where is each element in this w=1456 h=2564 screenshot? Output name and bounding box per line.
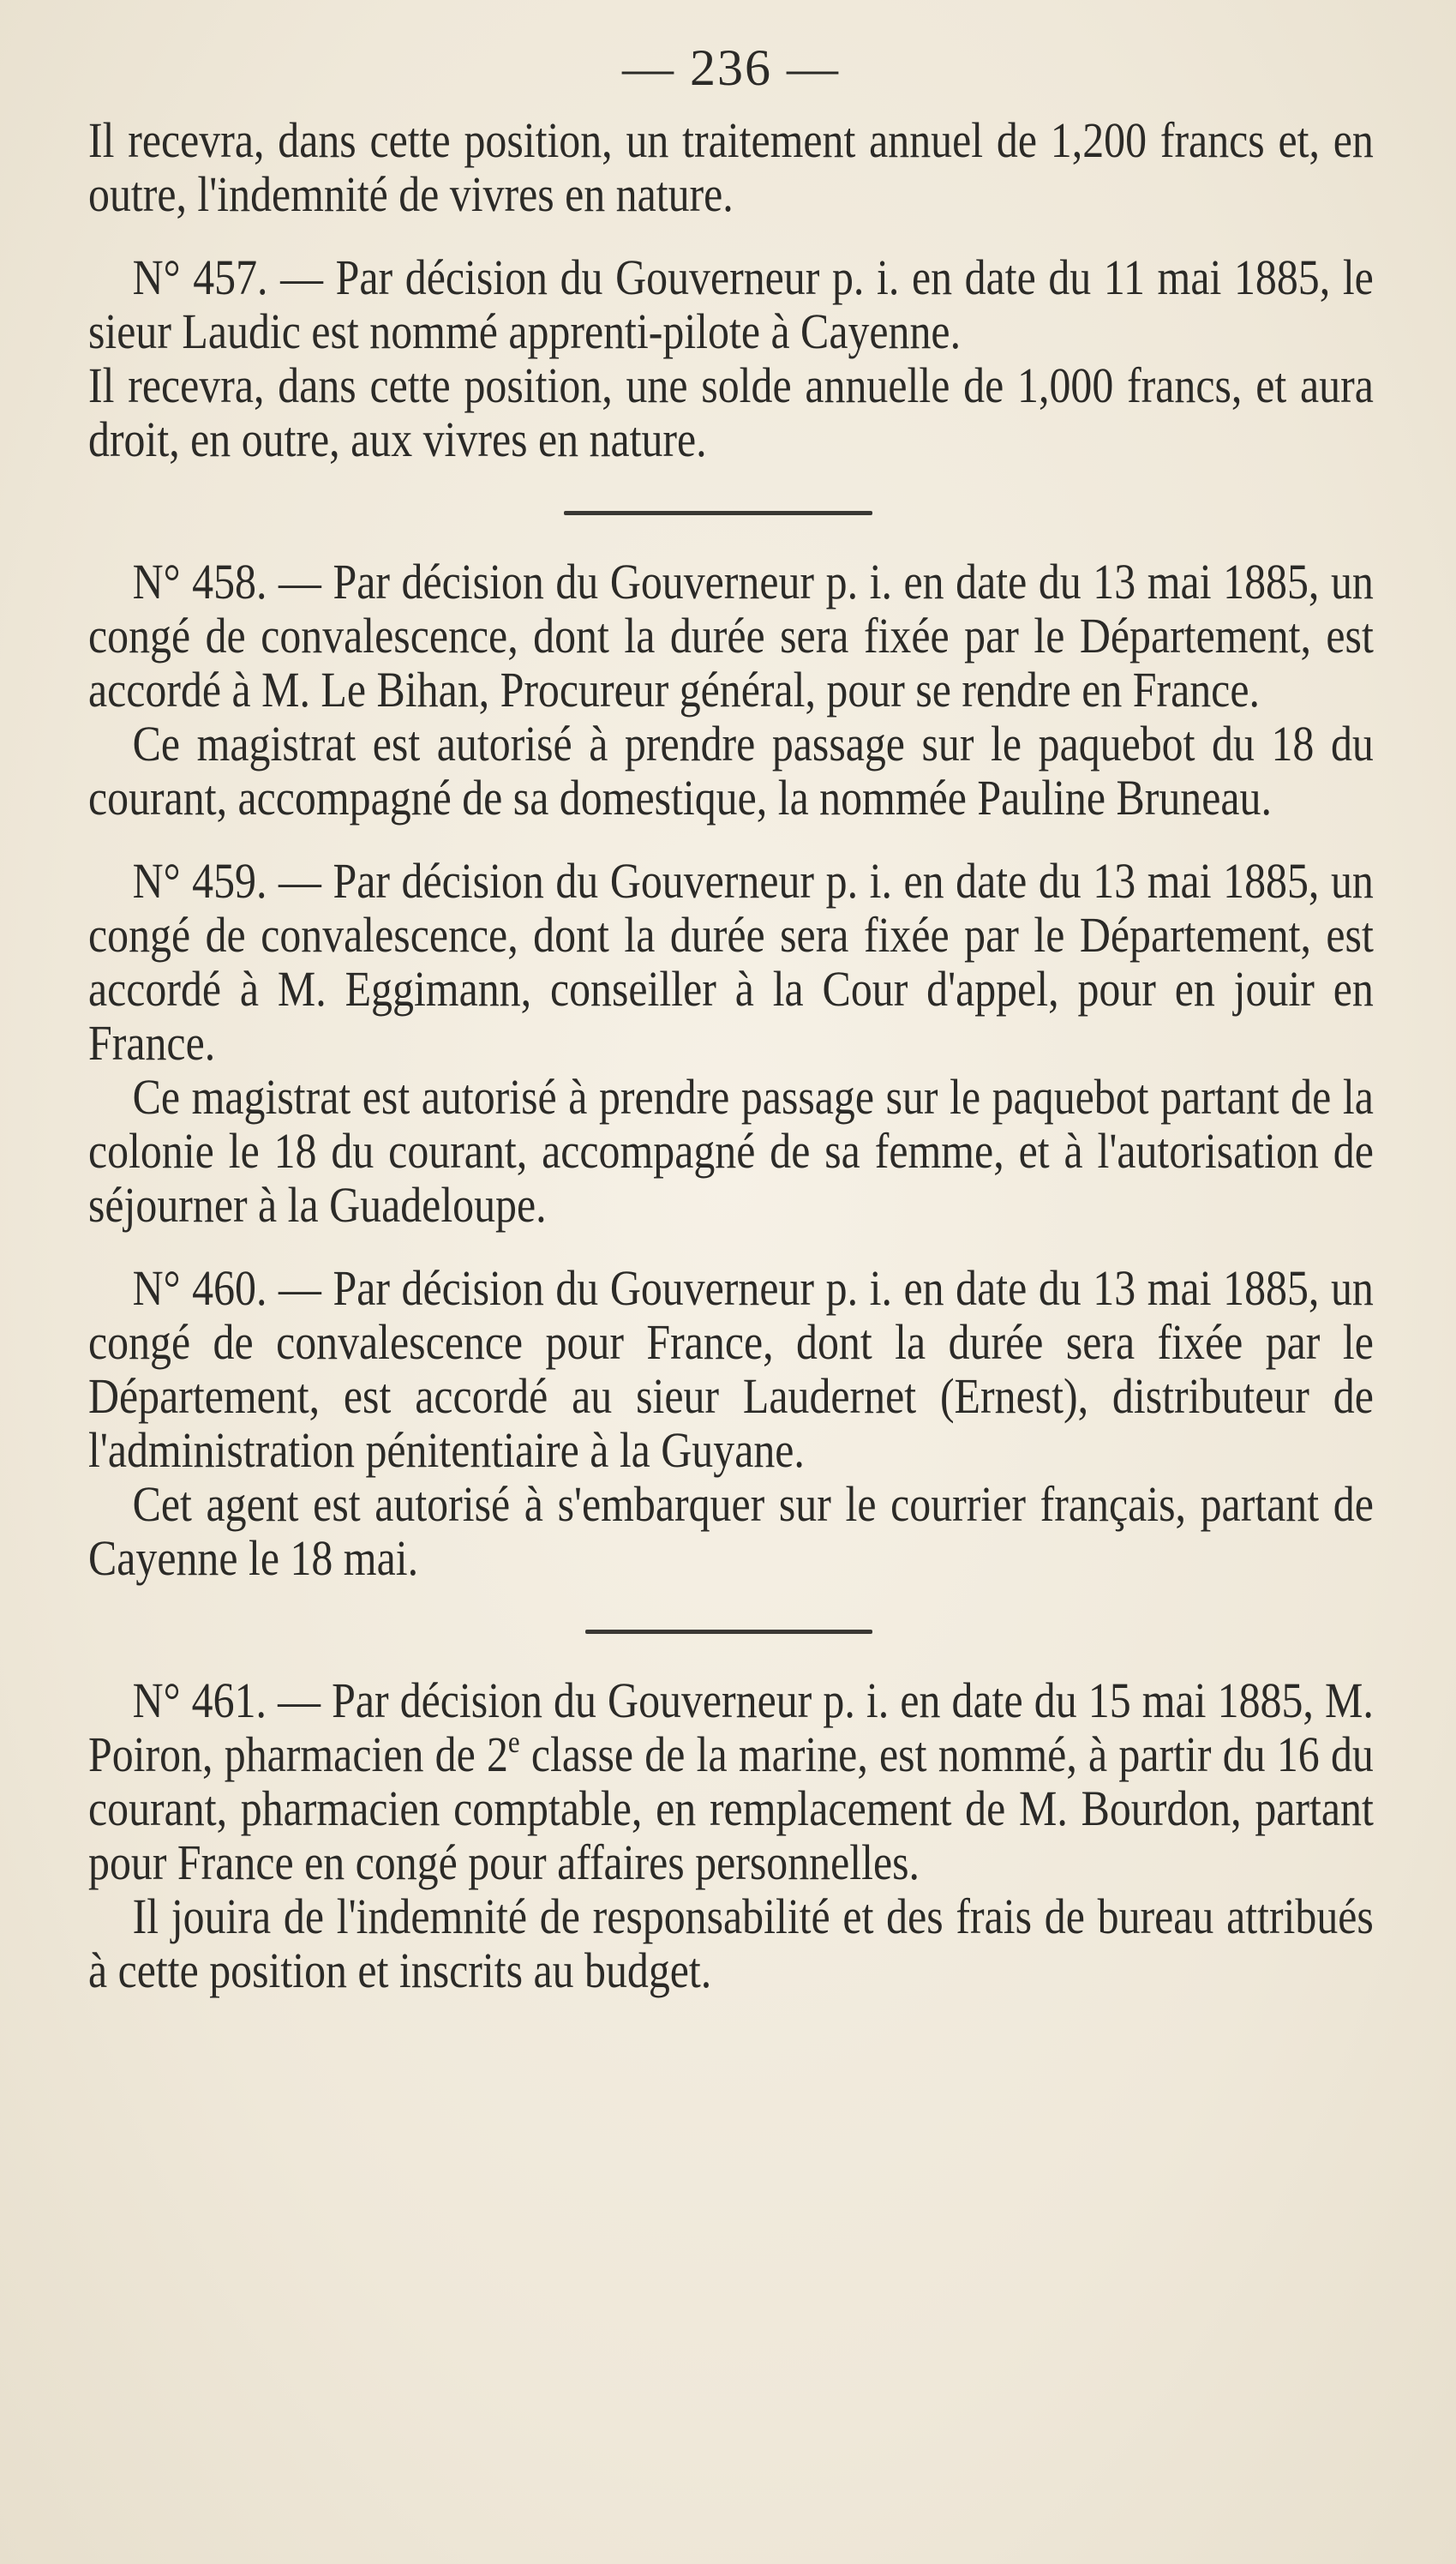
separator-rule bbox=[585, 1630, 872, 1634]
entry-text: — Par décision du Gouverneur p. i. en date du 15 mai 1885, M. Poiron, pharmacien de 2 bbox=[88, 1672, 1374, 1782]
page-number: — 236 — bbox=[622, 39, 840, 96]
entry-457 bbox=[88, 250, 1374, 358]
entry-459-paragraph-2 bbox=[88, 1070, 1374, 1232]
entry-text: — Par décision du Gouverneur p. i. en date du 11 mai 1885, le sieur Laudic est nommé apprenti-pilote à Cayenne. bbox=[88, 249, 1374, 359]
separator-rule bbox=[564, 511, 872, 515]
intro-text: Il recevra, dans cette position, un traitement annuel de 1,200 francs et, en outre, l'indemnité de vivres en nature. bbox=[88, 112, 1374, 222]
intro-paragraph bbox=[88, 113, 1374, 221]
entry-460 bbox=[88, 1261, 1374, 1477]
entry-number: N° 458. bbox=[132, 554, 267, 609]
entry-459 bbox=[88, 854, 1374, 1070]
entry-text: Cet agent est autorisé à s'embarquer sur le courrier français, partant de Cayenne le 18 mai. bbox=[88, 1476, 1374, 1586]
entry-text: — Par décision du Gouverneur p. i. en date du 13 mai 1885, un congé de convalescence, dont la durée sera fixée par le Département, est accordé à M. Le Bihan, Procureur général, pour se rendre en France. bbox=[88, 554, 1374, 718]
entry-text: Ce magistrat est autorisé à prendre passage sur le paquebot partant de la colonie le 18 du courant, accompagné de sa femme, et à l'autorisation de séjourner à la Guadeloupe. bbox=[88, 1069, 1374, 1233]
entry-text: Ce magistrat est autorisé à prendre passage sur le paquebot du 18 du courant, accompagné de sa domestique, la nommée Pauline Bruneau. bbox=[88, 716, 1374, 826]
entry-number: N° 461. bbox=[132, 1672, 267, 1728]
entry-text: — Par décision du Gouverneur p. i. en date du 13 mai 1885, un congé de convalescence, dont la durée sera fixée par le Département, est accordé à M. Eggimann, conseiller à la Cour d'appel, pour en jouir en France. bbox=[88, 853, 1374, 1071]
entry-text: Il recevra, dans cette position, une solde annuelle de 1,000 francs, et aura droit, en outre, aux vivres en nature. bbox=[88, 357, 1374, 467]
superscript: e bbox=[507, 1725, 520, 1759]
entry-number: N° 459. bbox=[132, 853, 267, 909]
entry-number: N° 457. bbox=[132, 249, 268, 305]
entry-461-paragraph-2 bbox=[88, 1889, 1374, 1997]
entry-458-paragraph-2 bbox=[88, 717, 1374, 825]
entry-461 bbox=[88, 1673, 1374, 1889]
entry-text: Il jouira de l'indemnité de responsabilité et des frais de bureau attribués à cette position et inscrits au budget. bbox=[88, 1888, 1374, 1998]
entry-458 bbox=[88, 555, 1374, 717]
entry-460-paragraph-2 bbox=[88, 1477, 1374, 1585]
entry-number: N° 460. bbox=[132, 1260, 267, 1316]
document-page bbox=[88, 38, 1374, 1997]
entry-text: classe de la marine, est nommé, à partir du 16 du courant, pharmacien comptable, en remplacement de M. Bourdon, partant pour France en congé pour affaires personnelles. bbox=[88, 1726, 1374, 1890]
entry-text: — Par décision du Gouverneur p. i. en date du 13 mai 1885, un congé de convalescence pour France, dont la durée sera fixée par le Département, est accordé au sieur Laudernet (Ernest), distributeur de l'administration pénitentiaire à la Guyane. bbox=[88, 1260, 1374, 1478]
entry-457-paragraph-2 bbox=[88, 358, 1374, 466]
